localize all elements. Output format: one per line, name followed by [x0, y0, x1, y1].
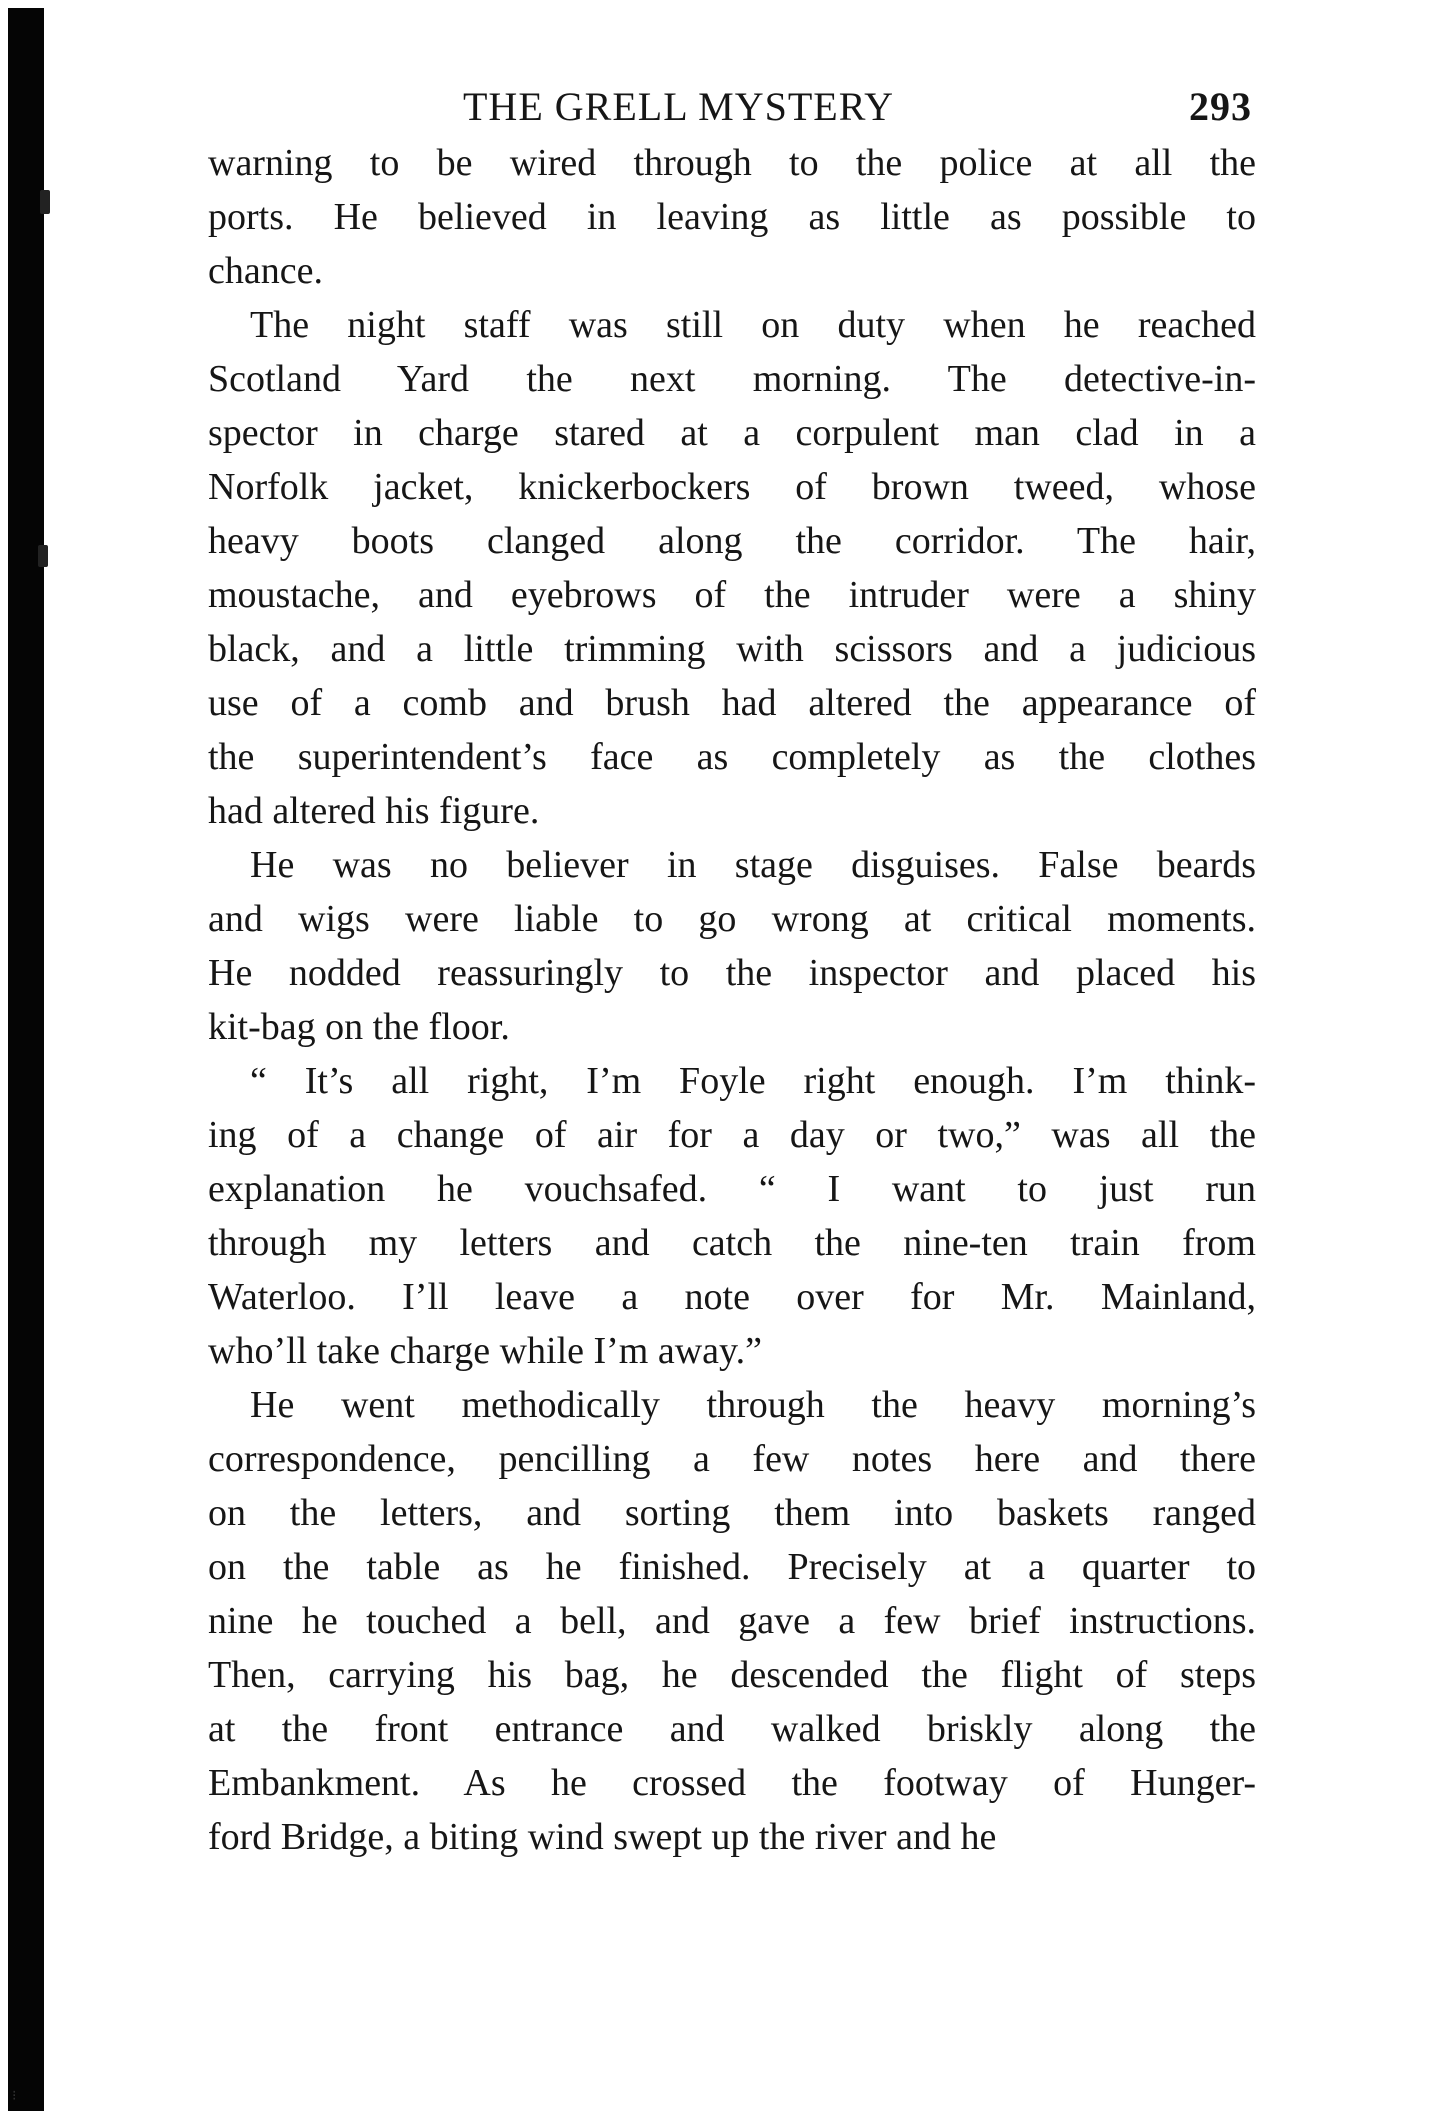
text-line: ing of a change of air for a day or two,” was all the [208, 1114, 1256, 1156]
body-text [208, 136, 1256, 1864]
text-line: Scotland Yard the next morning. The detective-in- [208, 358, 1256, 400]
text-line: through my letters and catch the nine-ten train from [208, 1222, 1256, 1264]
text-line: He went methodically through the heavy morning’s [250, 1384, 1256, 1426]
binding-nick-2 [38, 545, 48, 567]
text-line: kit-bag on the floor. [208, 1006, 510, 1048]
text-line: and wigs were liable to go wrong at critical moments. [208, 898, 1256, 940]
text-line: Then, carrying his bag, he descended the flight of steps [208, 1654, 1256, 1696]
text-line: who’ll take charge while I’m away.” [208, 1330, 762, 1372]
paragraph [208, 838, 1256, 1054]
binding-nick-1 [40, 190, 50, 214]
paragraph [208, 1054, 1256, 1378]
text-line: explanation he vouchsafed. “ I want to just run [208, 1168, 1256, 1210]
text-line: He nodded reassuringly to the inspector and placed his [208, 952, 1256, 994]
text-line: Norfolk jacket, knickerbockers of brown tweed, whose [208, 466, 1256, 508]
book-page [208, 78, 1256, 1864]
text-line: on the letters, and sorting them into baskets ranged [208, 1492, 1256, 1534]
paragraph [208, 136, 1256, 298]
paragraph [208, 298, 1256, 838]
text-line: nine he touched a bell, and gave a few brief instructions. [208, 1600, 1256, 1642]
running-head [208, 78, 1256, 136]
text-line: Waterloo. I’ll leave a note over for Mr. Mainland, [208, 1276, 1256, 1318]
text-line: warning to be wired through to the police at all the [208, 142, 1256, 184]
scan-mark: ⁝ [12, 2089, 17, 2104]
text-line: heavy boots clanged along the corridor. The hair, [208, 520, 1256, 562]
text-line: the superintendent’s face as completely as the clothes [208, 736, 1256, 778]
page-binding-edge [8, 8, 44, 2111]
text-line: ford Bridge, a biting wind swept up the river and he [208, 1816, 997, 1858]
text-line: black, and a little trimming with scissors and a judicious [208, 628, 1256, 670]
text-line: ports. He believed in leaving as little as possible to [208, 196, 1256, 238]
page-number: 293 [1189, 84, 1252, 129]
text-line: chance. [208, 250, 323, 292]
running-title: THE GRELL MYSTERY [463, 84, 895, 129]
text-line: correspondence, pencilling a few notes here and there [208, 1438, 1256, 1480]
text-line: He was no believer in stage disguises. False beards [250, 844, 1256, 886]
text-line: had altered his figure. [208, 790, 540, 832]
text-line: “ It’s all right, I’m Foyle right enough. I’m think- [250, 1060, 1256, 1102]
text-line: at the front entrance and walked briskly along the [208, 1708, 1256, 1750]
paragraph [208, 1378, 1256, 1864]
text-line: on the table as he finished. Precisely at a quarter to [208, 1546, 1256, 1588]
text-line: spector in charge stared at a corpulent man clad in a [208, 412, 1256, 454]
text-line: The night staff was still on duty when he reached [250, 304, 1256, 346]
text-line: use of a comb and brush had altered the appearance of [208, 682, 1256, 724]
text-line: Embankment. As he crossed the footway of Hunger- [208, 1762, 1256, 1804]
text-line: moustache, and eyebrows of the intruder were a shiny [208, 574, 1256, 616]
